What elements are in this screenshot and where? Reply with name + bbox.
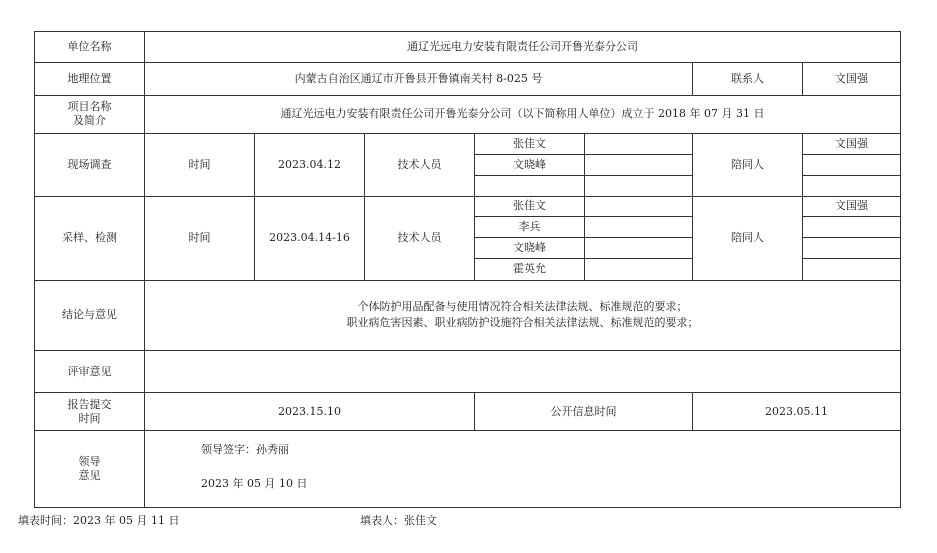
sampling-staff-3-extra [585, 238, 693, 259]
survey-staff-3-extra [585, 175, 693, 196]
row-sampling-1 [35, 196, 901, 217]
footer-filler: 填表人：张佳文 [360, 514, 437, 527]
label-location: 地理位置 [35, 63, 145, 95]
survey-staff-2: 文晓峰 [475, 154, 585, 175]
label-leader-line1: 领导 [78, 454, 101, 468]
label-unit-name: 单位名称 [35, 32, 145, 63]
value-review [145, 350, 901, 393]
row-review [35, 350, 901, 393]
survey-accompany-1: 文国强 [803, 134, 901, 155]
label-sampling-technician: 技术人员 [365, 196, 475, 280]
survey-staff-1: 张佳文 [475, 134, 585, 155]
value-publish-date: 2023.05.11 [693, 393, 901, 430]
label-project [35, 95, 145, 134]
survey-accompany-2 [803, 154, 901, 175]
sampling-staff-2: 李兵 [475, 217, 585, 238]
sampling-accompany-2 [803, 217, 901, 238]
label-review: 评审意见 [35, 350, 145, 393]
value-unit-name: 通辽光远电力安装有限责任公司开鲁光泰分公司 [145, 32, 901, 63]
leader-date: 2023 年 05 月 10 日 [201, 476, 308, 490]
conclusion-line-1: 个体防护用品配备与使用情况符合相关法律法规、标准规范的要求； [357, 300, 688, 314]
sampling-staff-4: 霍英允 [475, 259, 585, 281]
sampling-accompany-1: 文国强 [803, 196, 901, 217]
row-unit-name [35, 32, 901, 63]
label-project-line2: 及简介 [73, 114, 106, 128]
label-sampling-time: 时间 [145, 196, 255, 280]
value-survey-date: 2023.04.12 [255, 134, 365, 196]
value-leader-opinion [145, 430, 901, 507]
sampling-staff-4-extra [585, 259, 693, 281]
row-survey-1 [35, 134, 901, 155]
footer-fill-time: 填表时间：2023 年 05 月 11 日 [18, 514, 180, 527]
sampling-staff-1-extra [585, 196, 693, 217]
sampling-staff-1: 张佳文 [475, 196, 585, 217]
label-survey-technician: 技术人员 [365, 134, 475, 196]
survey-staff-1-extra [585, 134, 693, 155]
sampling-accompany-4 [803, 259, 901, 281]
label-leader [35, 430, 145, 507]
survey-staff-2-extra [585, 154, 693, 175]
sampling-staff-3: 文晓峰 [475, 238, 585, 259]
value-location: 内蒙古自治区通辽市开鲁县开鲁镇南关村 8-025 号 [145, 63, 693, 95]
survey-staff-3 [475, 175, 585, 196]
row-report [35, 393, 901, 430]
label-report-time [35, 393, 145, 430]
value-report-date: 2023.15.10 [145, 393, 475, 430]
sampling-staff-2-extra [585, 217, 693, 238]
survey-accompany-3 [803, 175, 901, 196]
label-survey-time: 时间 [145, 134, 255, 196]
label-survey-accompany: 陪同人 [693, 134, 803, 196]
value-sampling-date: 2023.04.14-16 [255, 196, 365, 280]
row-leader [35, 430, 901, 507]
label-sampling-accompany: 陪同人 [693, 196, 803, 280]
label-sampling: 采样、检测 [35, 196, 145, 280]
record-form [34, 31, 901, 508]
label-project-line1: 项目名称 [67, 100, 112, 114]
value-conclusion [145, 280, 901, 350]
sampling-accompany-3 [803, 238, 901, 259]
value-contact: 文国强 [803, 63, 901, 95]
label-conclusion: 结论与意见 [35, 280, 145, 350]
leader-signature: 领导签字：孙秀丽 [201, 442, 289, 456]
label-site-survey: 现场调查 [35, 134, 145, 196]
label-report-line1: 报告提交 [67, 397, 112, 411]
label-leader-line2: 意见 [78, 468, 101, 482]
row-location [35, 63, 901, 95]
label-report-line2: 时间 [78, 411, 101, 425]
row-conclusion [35, 280, 901, 350]
value-project-intro: 通辽光远电力安装有限责任公司开鲁光泰分公司（以下简称用人单位）成立于 2018 年 07 月 31 日 [145, 95, 901, 134]
conclusion-line-2: 职业病危害因素、职业病防护设施符合相关法律法规、标准规范的要求； [346, 316, 699, 330]
label-contact: 联系人 [693, 63, 803, 95]
row-project [35, 95, 901, 134]
label-publish-time: 公开信息时间 [475, 393, 693, 430]
